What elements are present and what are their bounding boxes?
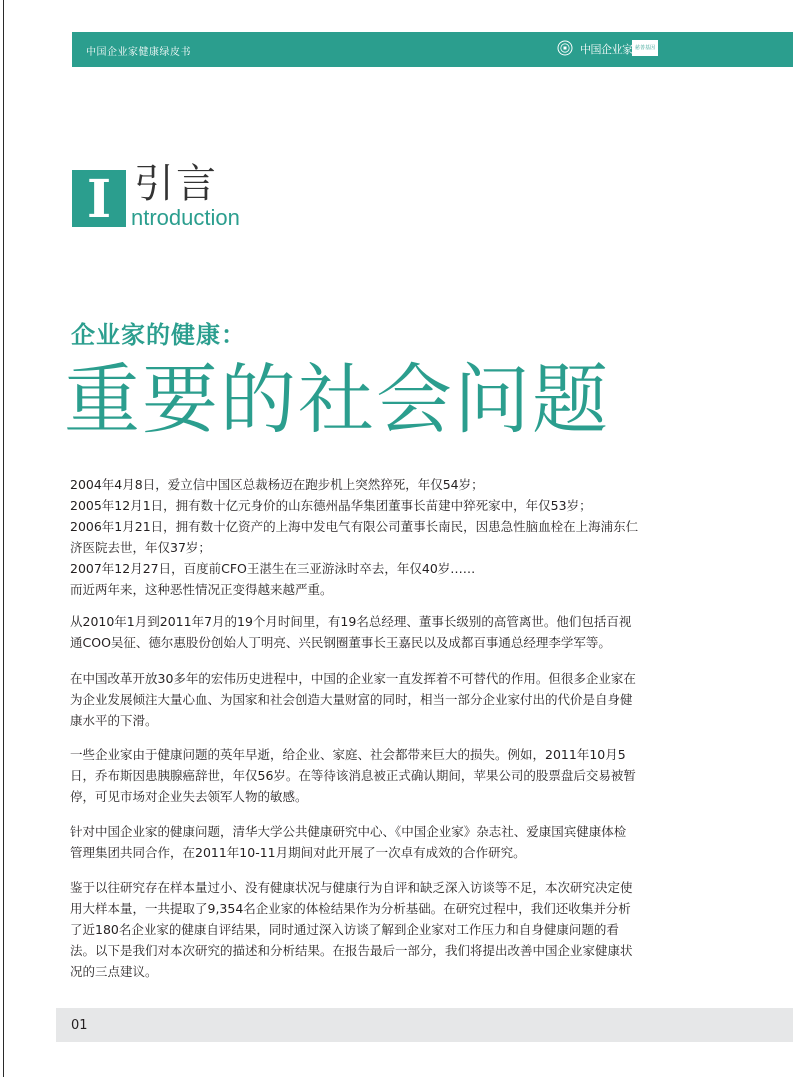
page-title: 重要的社会问题 — [64, 355, 610, 444]
intro-letter-box: I — [72, 170, 126, 227]
event-item: 2006年1月21日，拥有数十亿资产的上海中发电气有限公司董事长南民，因患急性脑血栓在上海浦东仁济医院去世，年仅37岁； — [70, 519, 639, 555]
body-paragraph: 针对中国企业家的健康问题，清华大学公共健康研究中心、《中国企业家》杂志社、爱康国宾健康体检管理集团共同合作，在2011年10-11月期间对此开展了一次卓有成效的合作研究。 — [70, 824, 627, 860]
intro-title-cn: 引言 — [134, 161, 218, 207]
event-item: 2005年12月1日，拥有数十亿元身价的山东德州晶华集团董事长苗建中猝死家中，年仅53岁； — [70, 498, 592, 513]
seal-icon — [557, 40, 573, 56]
page-edge-rule — [3, 0, 4, 1077]
event-item: 2007年12月27日，百度前CFO王湛生在三亚游泳时卒去，年仅40岁…… — [70, 561, 476, 576]
event-item: 而近两年来，这种恶性情况正变得越来越严重。 — [70, 582, 333, 597]
header-brand: 中国企业家 — [580, 43, 633, 56]
event-list — [70, 474, 640, 600]
header-badge: 慈善基因 — [632, 40, 658, 56]
page-number: 01 — [71, 1018, 88, 1033]
section-subhead: 企业家的健康： — [71, 321, 246, 349]
footer-bar — [56, 1008, 793, 1042]
header-title: 中国企业家健康绿皮书 — [86, 47, 191, 58]
body-paragraph: 在中国改革开放30多年的宏伟历史进程中，中国的企业家一直发挥着不可替代的作用。但很多企业家在为企业发展倾注大量心血、为国家和社会创造大量财富的同时，相当一部分企业家付出的代价是自身健康水平的下滑。 — [70, 671, 636, 728]
body-paragraph: 一些企业家由于健康问题的英年早逝，给企业、家庭、社会都带来巨大的损失。例如，2011年10月5日，乔布斯因患胰腺癌辞世，年仅56岁。在等待该消息被正式确认期间，苹果公司的股票盘后交易被暂停，可见市场对企业失去领军人物的敏感。 — [70, 747, 636, 804]
event-item: 2004年4月8日，爱立信中国区总裁杨迈在跑步机上突然猝死，年仅54岁； — [70, 477, 484, 492]
intro-title-en: ntroduction — [131, 205, 240, 230]
body-paragraph: 鉴于以往研究存在样本量过小、没有健康状况与健康行为自评和缺乏深入访谈等不足，本次研究决定使用大样本量，一共提取了9,354名企业家的体检结果作为分析基础。在研究过程中，我们还收集并分析了近180名企业家的健康自评结果，同时通过深入访谈了解到企业家对工作压力和自身健康问题的看法。以下是我们对本次研究的描述和分析结果。在报告最后一部分，我们将提出改善中国企业家健康状况的三点建议。 — [70, 880, 633, 979]
body-paragraph: 从2010年1月到2011年7月的19个月时间里，有19名总经理、董事长级别的高管离世。他们包括百视通COO吴征、德尔惠股份创始人丁明亮、兴民钢圈董事长王嘉民以及成都百事通总经理李学军等。 — [70, 614, 632, 650]
header-bar — [72, 32, 793, 67]
